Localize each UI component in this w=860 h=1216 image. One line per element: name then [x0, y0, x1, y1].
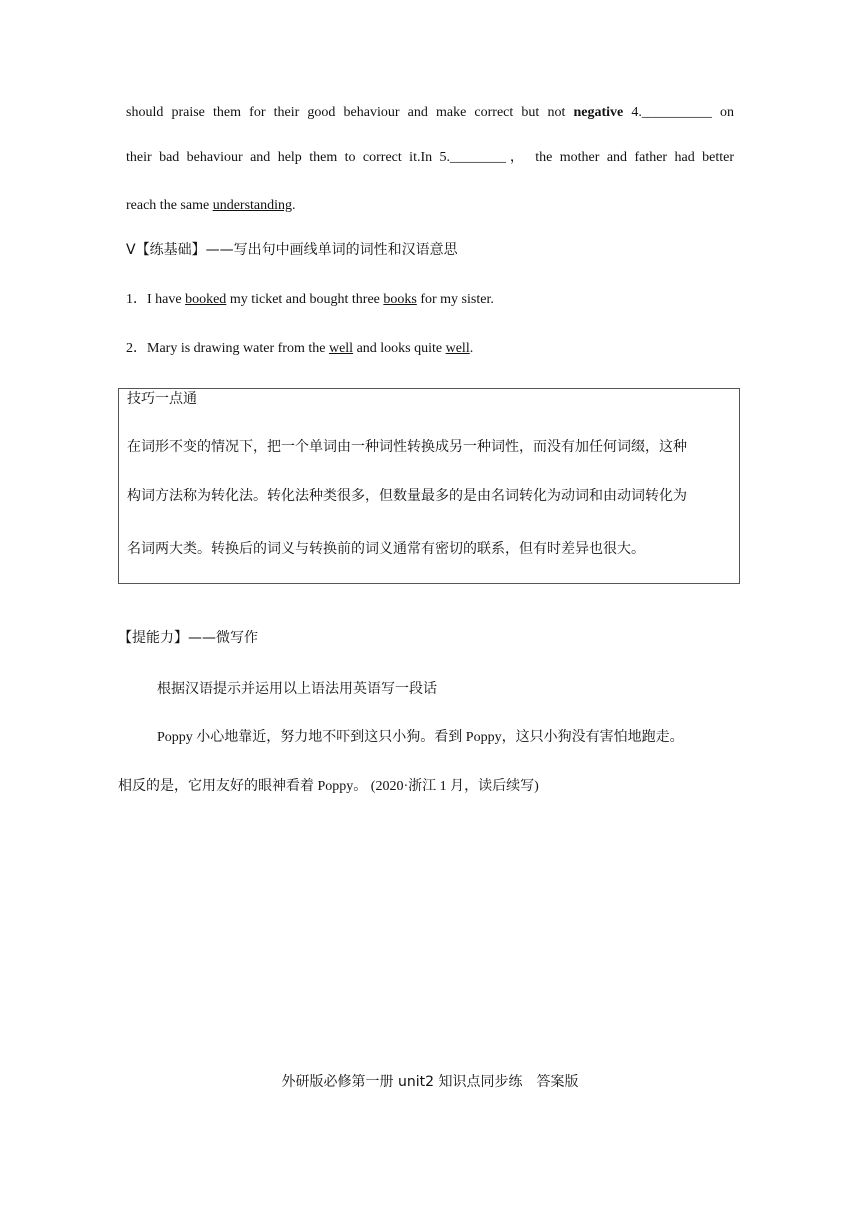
passage-text: .: [292, 198, 296, 213]
passage-text: should praise them for their good behaviour and make correct but not: [126, 105, 574, 120]
item-text: Mary is drawing water from the: [147, 341, 329, 356]
underlined-word: books: [383, 292, 417, 307]
passage-line-2: their bad behaviour and help them to correct it.In 5.________， the mother and father had better: [126, 150, 734, 165]
tip-line-3: 名词两大类。转换后的词义与转换前的词义通常有密切的联系，但有时差异也很大。: [127, 541, 645, 557]
underlined-word: understanding: [212, 198, 293, 213]
passage-line-1: [126, 103, 734, 123]
underlined-word: well: [328, 341, 354, 356]
item-text: .: [469, 341, 474, 356]
item-number: 2．: [126, 341, 147, 356]
item-text: I have: [147, 292, 186, 307]
tip-title: 技巧一点通: [127, 391, 197, 407]
tip-line-2: 构词方法称为转化法。转化法种类很多，但数量最多的是由名词转化为动词和由动词转化为: [127, 488, 687, 504]
exercise-item-2: [126, 339, 734, 359]
item-text: my ticket and bought three: [226, 292, 384, 307]
answer-section-title: 外研版必修第一册 unit2 知识点同步练 答案版: [281, 1074, 579, 1090]
item-text: for my sister.: [416, 292, 494, 307]
passage-text: reach the same: [126, 198, 213, 213]
underlined-word: booked: [185, 292, 227, 307]
item-text: and looks quite: [353, 341, 446, 356]
passage-line-3: [126, 196, 734, 216]
section-heading-basics: Ⅴ【练基础】——写出句中画线单词的词性和汉语意思: [126, 242, 458, 258]
tip-box: [118, 388, 740, 584]
writing-prompt-line-2: 相反的是，它用友好的眼神看着 Poppy。 (2020·浙江 1 月，读后续写): [118, 779, 539, 794]
tip-line-1: 在词形不变的情况下，把一个单词由一种词性转换成另一种词性，而没有加任何词缀，这种: [127, 439, 687, 455]
underlined-word: well: [445, 341, 470, 356]
passage-text: 4.__________ on: [623, 105, 734, 120]
section-heading-writing: 【提能力】——微写作: [118, 630, 258, 646]
writing-instruction: 根据汉语提示并运用以上语法用英语写一段话: [157, 681, 437, 697]
exercise-item-1: [126, 290, 734, 310]
item-number: 1．: [126, 292, 147, 307]
bold-word: negative: [573, 105, 624, 120]
writing-prompt-line-1: Poppy 小心地靠近，努力地不吓到这只小狗。看到 Poppy，这只小狗没有害怕地跑走。: [157, 730, 684, 745]
